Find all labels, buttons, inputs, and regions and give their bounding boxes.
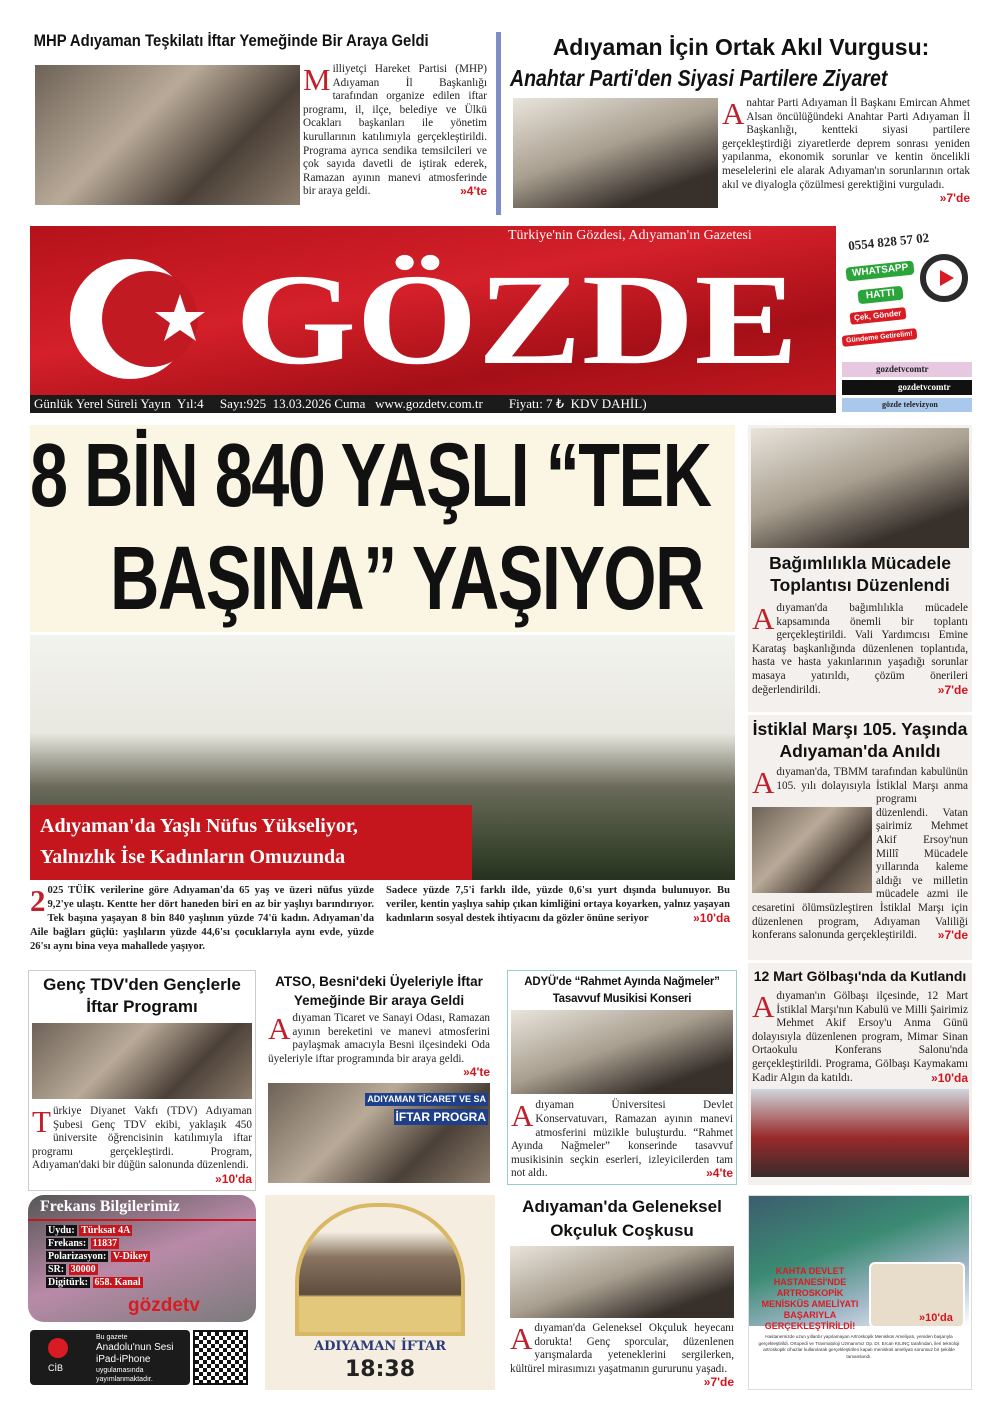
story-title: Adıyaman'da Geleneksel Okçuluk Coşkusu	[522, 1197, 722, 1240]
story-photo	[751, 428, 969, 548]
story-body	[510, 1318, 734, 1390]
issue-info: Sayı:925 13.03.2026 Cuma www.gozdetv.com.tr	[219, 396, 483, 411]
story-tdv	[28, 970, 256, 1191]
body-text: dıyaman'ın Gölbaşı ilçesinde, 12 Mart İstiklal Marşı'nın Kabulü ve Milli Şairimiz Mehmet Akif Ersoy'u Anma Günü dolayısıyla düzenlenen program, Mimar Sinan Ortaokulu Konferans Salonu'nda gerçekleştirildi. Programa, Gölbaşı Kaymakamı Kadir Algın da katıldı.	[752, 990, 968, 1084]
story-istiklal	[748, 715, 972, 960]
cib-line: Bu gazete	[96, 1334, 128, 1341]
story-atso	[265, 970, 493, 1185]
facebook-handle[interactable]	[842, 398, 972, 412]
body-text: 025 TÜİK verilerine göre Adıyaman'da 65 yaş ve üzeri nüfus yüzde 9,2'ye ulaştı. Kentte her dört haneden biri en az bir yaşlıyı barındırıyor. Tek başına yaşayan 8 bin 840 yaşlının yüzde 74'ü kadın. Adıyaman'da Aile bağları güçlü: yaşlıların yüzde 44,6'sı çocuklarıyla aynı evde, yüzde 26'sı aynı bina veya mahallede yaşıyor.	[30, 885, 374, 952]
drop-cap: A	[752, 765, 775, 800]
cib-line: Anadolu'nun Sesi	[96, 1342, 174, 1353]
body-text: dıyaman Ticaret ve Sanayi Odası, Ramazan ayının bereketini ve manevi atmosferini paylaşmak amacıyla Besni ilçesindeki Oda üyeleriyle iftar programında bir araya geldi.	[268, 1012, 490, 1065]
body-text: dıyaman'da Geleneksel Okçuluk heyecanı dorukta! Genç sporcular, düzenlenen yarışmalarda yeteneklerini sergilerken, kültürel mirasımızı yaşatmanın gururunu yaşadı.	[510, 1322, 734, 1375]
story-anahtar	[510, 32, 972, 222]
drop-cap: T	[32, 1104, 51, 1139]
continue-link[interactable]: »4'te	[463, 1065, 490, 1080]
phone: 0554 828 57 02	[847, 229, 930, 254]
main-headline-1: 8 BİN 840 YAŞLI “TEK	[30, 426, 711, 526]
story-body	[722, 97, 970, 206]
continue-link[interactable]: »4'te	[706, 1166, 733, 1181]
contact-box	[840, 226, 972, 413]
main-headline-box	[30, 425, 735, 632]
story-title: ATSO, Besni'deki Üyeleriyle İftar Yemeğinde Bir araya Geldi	[275, 974, 483, 1008]
story-title: ADYÜ'de “Rahmet Ayında Nağmeler” Tasavvuf Musikisi Konseri	[524, 976, 720, 1005]
drop-cap: A	[510, 1321, 533, 1357]
story-photo	[268, 1083, 490, 1183]
crescent-star-icon	[60, 244, 210, 394]
main-body-1	[30, 884, 374, 954]
iftar-box	[265, 1195, 495, 1390]
frekans-row	[46, 1276, 238, 1289]
whatsapp-label: WHATSAPP	[845, 260, 915, 281]
continue-link[interactable]: »7'de	[937, 682, 968, 697]
logo: GÖZDE	[235, 248, 799, 392]
story-body	[511, 1094, 733, 1181]
frekans-row	[46, 1263, 238, 1276]
story-title: Genç TDV'den Gençlerle İftar Programı	[43, 975, 241, 1016]
story-title: MHP Adıyaman Teşkilatı İftar Yemeğinde Bir Araya Geldi	[33, 32, 429, 50]
story-body: Hastanemizde uzun yıllardır yapılamayan Artroskopik Menisküs Ameliyatı, yeniden başarıyla gerçekleştirildi. Ortopedi ve Travmatoloji Uzmanımız Op. Dr. Ercan KILINÇ tarafından, ileri teknoloji artroskopik cihazlar kullanılarak gerçekleştirilen kapalı menisküs ameliyatı sorunsuz bir şekilde tamamlandı.	[758, 1334, 960, 1359]
story-title: Adıyaman İçin Ortak Akıl Vurgusu:	[552, 34, 930, 60]
main-headline-2: BAŞINA” YAŞIYOR	[110, 529, 703, 629]
story-body	[751, 766, 969, 943]
drop-cap: M	[303, 62, 331, 97]
story-title: İstiklal Marşı 105. Yaşında Adıyaman'da Anıldı	[752, 719, 968, 761]
x-text: gozdetvcomtr	[898, 382, 951, 392]
frekans-box	[28, 1195, 256, 1322]
continue-link[interactable]: »10'da	[215, 1171, 252, 1186]
cib-banner	[30, 1330, 190, 1385]
story-adyu	[507, 970, 737, 1185]
body-text: ürkiye Diyanet Vakfı (TDV) Adıyaman Şubesi Genç TDV ekibi, yaklaşık 450 üniversite öğrencisinin katılımıyla iftar programı gerçekleştirdi. Program, Adıyaman'daki bir düğün salonunda düzenlendi.	[32, 1105, 252, 1172]
play-logo-icon	[920, 254, 968, 302]
cib-logo-text: CİB	[48, 1363, 64, 1373]
frekans-title: Frekans Bilgilerimiz	[28, 1195, 256, 1221]
drop-cap: A	[752, 989, 775, 1024]
frekans-key: SR:	[48, 1264, 65, 1275]
cib-line: iPad-iPhone	[96, 1354, 151, 1365]
story-photo	[513, 98, 718, 208]
continue-link[interactable]: »7'de	[703, 1375, 734, 1390]
publication-info: Günlük Yerel Süreli Yayın Yıl:4	[34, 396, 204, 411]
main-caption	[30, 805, 472, 880]
price: Fiyatı: 7 ₺ KDV DAHİL)	[508, 396, 647, 411]
story-photo	[35, 65, 300, 205]
gozdetv-logo: gözdetv	[128, 1295, 200, 1316]
iftar-label: ADIYAMAN İFTAR	[313, 1339, 447, 1354]
continue-link[interactable]: »10'da	[919, 1312, 953, 1324]
whatsapp-label-2: HATTI	[857, 286, 903, 305]
cib-line: uygulamasında	[96, 1367, 144, 1374]
right-column	[748, 425, 972, 1390]
slogan-1: Çek, Gönder	[850, 307, 907, 325]
frekans-list	[28, 1221, 256, 1292]
qr-code[interactable]	[193, 1330, 248, 1385]
facebook-text: gözde televizyon	[882, 400, 938, 409]
cib-line: yayımlanmaktadır.	[96, 1376, 153, 1383]
frekans-row	[46, 1224, 238, 1237]
frekans-value: 658. Kanal	[94, 1277, 141, 1288]
main-body-2	[386, 884, 730, 926]
drop-cap: A	[511, 1098, 534, 1134]
drop-cap: A	[722, 96, 745, 131]
body-text: dıyaman'da bağımlılıkla mücadele kapsamında önemli bir toplantı gerçekleştirildi. Vali Yardımcısı Emine Karataş başkanlığında düzenlenen toplantıda, hasta ve hasta yakınlarının yaşadığı sorunlar masaya yatırıldı, çözüm önerileri değerlendirildi.	[752, 602, 968, 696]
story-body	[751, 602, 969, 697]
frekans-value: 30000	[70, 1264, 96, 1275]
body-text: illiyetçi Hareket Partisi (MHP) Adıyaman İl Başkanlığı tarafından organize edilen iftar programı, il, ilçe, belediye ve Ülkü Ocakları başkanları ile yönetim kurullarının katılımıyla gerçekleştirildi. Programa ayrıca sendika temsilcileri ve çok sayıda davetli de iştirak ederek, Ramazan ayının manevi atmosferinde bir araya geldi.	[303, 63, 487, 198]
story-body	[32, 1099, 252, 1187]
story-golbasi	[748, 963, 972, 1185]
story-mhp	[30, 30, 490, 215]
story-body	[751, 990, 969, 1085]
story-body	[268, 1010, 490, 1080]
frekans-key: Uydu:	[48, 1225, 75, 1236]
slogan: Türkiye'nin Gözdesi, Adıyaman'ın Gazetesi	[508, 228, 752, 243]
story-body	[303, 63, 487, 199]
caption-line-1: Adıyaman'da Yaşlı Nüfus Yükseliyor,	[40, 815, 358, 837]
info-bar	[30, 395, 836, 413]
frekans-value: Türksat 4A	[81, 1225, 131, 1236]
frekans-row	[46, 1237, 238, 1250]
drop-cap: A	[268, 1011, 291, 1046]
body-text: Sadece yüzde 7,5'i farklı ilde, yüzde 0,6'sı yurt dışında bulunuyor. Bu veriler, kentin yaşlıya sahip çıkan kimliğini ortaya koyarken, yalnız yaşayan kadınların sosyal destek ihtiyacını da gözler önüne seriyor	[386, 885, 730, 924]
frekans-value: V-Dikey	[112, 1251, 148, 1262]
story-photo	[511, 1010, 733, 1094]
cib-text	[96, 1333, 174, 1384]
frekans-value: 11837	[92, 1238, 118, 1249]
body-text: dıyaman Üniversitesi Devlet Konservatuvarı, Ramazan ayının manevi atmosferini müzikle buluşturdu. “Rahmet Ayında Nağmeler” konserinde tasavvuf musikisinin seçkin eserleri, izleyicilerden tam not aldı.	[511, 1099, 733, 1180]
iftar-time: 18:38	[344, 1357, 416, 1382]
story-bagimlilik	[748, 425, 972, 712]
drop-cap: 2	[30, 883, 46, 918]
story-title: Bağımlılıkla Mücadele Toplantısı Düzenlendi	[769, 553, 951, 595]
banner-text-2: İFTAR PROGRA	[395, 1109, 486, 1124]
frekans-key: Frekans:	[48, 1238, 87, 1249]
body-text: nahtar Parti Adıyaman İl Başkanı Emircan Ahmet Alsan öncülüğündeki Anahtar Parti Adıyaman İl Başkanlığı, kentteki siyasi partilere gerçekleştirdiği ziyaretlerde deprem sonrası yeniden yapılanma, ekonomik sorunlar ve kentin öncelikli meselelerini ele alarak Adıyaman'ın sorunlarının ortak akıl ve diyalogla çözülmesi gerektiğini vurguladı.	[722, 97, 970, 191]
continue-link[interactable]: »10'da	[931, 1070, 968, 1085]
frekans-key: Polarizasyon:	[48, 1251, 107, 1262]
story-title: 12 Mart Gölbaşı'nda da Kutlandı	[753, 968, 967, 984]
caption-line-2: Yalnızlık İse Kadınların Omuzunda	[40, 846, 346, 868]
story-photo	[752, 807, 872, 893]
slogan-2: Gündeme Getirelim!	[842, 328, 918, 347]
continue-link[interactable]: »10'da	[693, 911, 730, 925]
banner-text: ADIYAMAN TİCARET VE SA	[367, 1093, 486, 1104]
divider	[496, 32, 501, 215]
instagram-handle[interactable]	[842, 362, 972, 377]
x-handle[interactable]	[842, 380, 972, 395]
body-text: dıyaman'da, TBMM tarafından kabulünün 105. yılı dolayısıyla İstiklal Marşı anma programı düzenlendi. Vatan şairimiz Mehmet Akif Ersoy'nun Millî Mücadele yıllarında kaleme aldığı ve milletin mücadele azmi ile cesaretini ölümsüzleştiren İstiklal Marşı için düzenlenen program, Adıyaman Valiliği konferans salonunda gerçekleştirildi.	[752, 766, 968, 942]
story-title: KAHTA DEVLET HASTANESİ'NDE ARTROSKOPİK MENİSKÜS AMELİYATI BAŞARIYLA GERÇEKLEŞTİRİLDİ!	[761, 1266, 859, 1331]
story-photo	[510, 1246, 734, 1318]
frekans-key: Digitürk:	[48, 1277, 88, 1288]
story-photo	[32, 1023, 252, 1099]
masthead	[30, 226, 836, 413]
instagram-text: gozdetvcomtr	[876, 364, 929, 374]
story-photo	[751, 1089, 969, 1177]
continue-link[interactable]: »7'de	[939, 191, 970, 206]
story-kahta	[748, 1195, 972, 1390]
drop-cap: A	[752, 601, 775, 636]
story-okculuk	[507, 1195, 737, 1390]
mosque-image	[295, 1203, 465, 1336]
continue-link[interactable]: »4'te	[460, 184, 487, 199]
story-subtitle: Anahtar Parti'den Siyasi Partilere Ziyaret	[510, 65, 888, 91]
continue-link[interactable]: »7'de	[937, 928, 968, 943]
frekans-row	[46, 1250, 238, 1263]
cib-seal-icon	[48, 1338, 68, 1358]
